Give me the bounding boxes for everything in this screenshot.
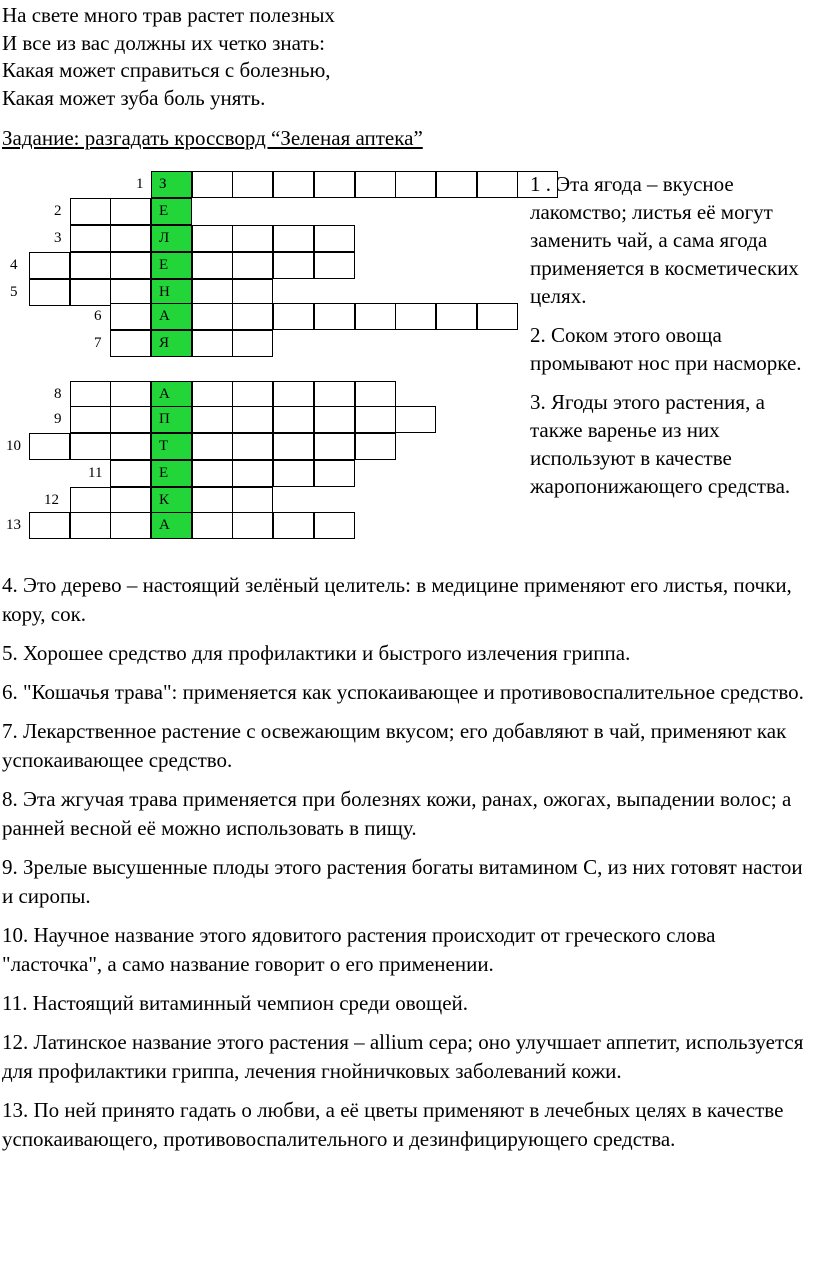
- answer-cell: [232, 252, 273, 279]
- answer-cell: [232, 330, 273, 357]
- answer-cell: [192, 433, 233, 460]
- answer-cell: [395, 171, 436, 198]
- key-letter-cell: Е: [151, 460, 192, 487]
- answer-cell: [436, 171, 477, 198]
- row-number: 10: [6, 438, 21, 454]
- answer-cell: [436, 303, 477, 330]
- answer-cell: [110, 381, 151, 408]
- answer-cell: [314, 460, 355, 487]
- poem-line: На свете много трав растет полезных: [2, 3, 335, 27]
- answer-cell: [273, 303, 314, 330]
- answer-cell: [232, 487, 273, 514]
- clue-13: 13. По ней принято гадать о любви, а её цветы применяют в лечебных целях в качестве успокаивающего, противовоспалительного и дезинфицирующего средства.: [2, 1098, 784, 1151]
- clue-6: 6. "Кошачья трава": применяется как успокаивающее и противовоспалительное средство.: [2, 680, 804, 704]
- key-letter-cell: К: [151, 487, 192, 514]
- side-clues: [530, 170, 816, 511]
- row-number: 13: [6, 517, 21, 533]
- answer-cell: [192, 171, 233, 198]
- answer-cell: [355, 303, 396, 330]
- clue-1: 1 . Эта ягода – вкусное лакомство; листья её могут заменить чай, а сама ягода применяется в косметических целях.: [530, 172, 799, 308]
- answer-cell: [395, 303, 436, 330]
- answer-cell: [70, 198, 111, 225]
- answer-cell: [273, 381, 314, 408]
- answer-cell: [70, 512, 111, 539]
- answer-cell: [273, 433, 314, 460]
- answer-cell: [232, 512, 273, 539]
- answer-cell: [70, 279, 111, 306]
- clue-8: 8. Эта жгучая трава применяется при болезнях кожи, ранах, ожогах, выпадении волос; а ранней весной её можно использовать в пищу.: [2, 787, 792, 840]
- answer-cell: [192, 406, 233, 433]
- key-letter-cell: А: [151, 512, 192, 539]
- answer-cell: [314, 303, 355, 330]
- answer-cell: [355, 433, 396, 460]
- answer-cell: [192, 303, 233, 330]
- clue-7: 7. Лекарственное растение с освежающим вкусом; его добавляют в чай, применяют как успокаивающее средство.: [2, 719, 787, 772]
- answer-cell: [232, 406, 273, 433]
- answer-cell: [70, 252, 111, 279]
- answer-cell: [29, 279, 70, 306]
- row-number: 11: [88, 465, 103, 481]
- answer-cell: [29, 252, 70, 279]
- clue-9: 9. Зрелые высушенные плоды этого растения богаты витамином С, из них готовят настои и сиропы.: [2, 855, 803, 908]
- row-number: 3: [54, 230, 62, 246]
- answer-cell: [395, 406, 436, 433]
- answer-cell: [232, 460, 273, 487]
- answer-cell: [355, 381, 396, 408]
- answer-cell: [192, 252, 233, 279]
- clue-3: 3. Ягоды этого растения, а также варенье из них используют в качестве жаропонижающего средства.: [530, 390, 791, 498]
- answer-cell: [355, 171, 396, 198]
- row-number: 9: [54, 411, 62, 427]
- answer-cell: [232, 279, 273, 306]
- answer-cell: [477, 171, 518, 198]
- poem-line: Какая может справиться с болезнью,: [2, 58, 331, 82]
- answer-cell: [110, 252, 151, 279]
- answer-cell: [110, 406, 151, 433]
- answer-cell: [192, 330, 233, 357]
- key-letter-cell: А: [151, 303, 192, 330]
- row-number: 4: [10, 257, 18, 273]
- answer-cell: [273, 460, 314, 487]
- key-letter-cell: А: [151, 381, 192, 408]
- answer-cell: [477, 303, 518, 330]
- clue-list: [2, 571, 816, 1164]
- key-letter-cell: Я: [151, 330, 192, 357]
- answer-cell: [110, 433, 151, 460]
- clue-10: 10. Научное название этого ядовитого растения происходит от греческого слова "ласточка", а само название говорит о его применении.: [2, 923, 716, 976]
- answer-cell: [314, 225, 355, 252]
- key-letter-cell: Н: [151, 279, 192, 306]
- answer-cell: [70, 406, 111, 433]
- poem-line: И все из вас должны их четко знать:: [2, 30, 325, 55]
- answer-cell: [110, 487, 151, 514]
- answer-cell: [110, 225, 151, 252]
- row-number: 1: [136, 176, 144, 192]
- answer-cell: [110, 279, 151, 306]
- answer-cell: [355, 406, 396, 433]
- poem-line: Какая может зуба боль унять.: [2, 85, 266, 110]
- answer-cell: [273, 512, 314, 539]
- task-title: Задание: разгадать кроссворд “Зеленая аптека”: [2, 126, 423, 150]
- answer-cell: [232, 225, 273, 252]
- answer-cell: [110, 198, 151, 225]
- answer-cell: [70, 381, 111, 408]
- answer-cell: [110, 330, 151, 357]
- answer-cell: [70, 225, 111, 252]
- row-number: 5: [10, 284, 18, 300]
- key-letter-cell: Е: [151, 198, 192, 225]
- answer-cell: [314, 433, 355, 460]
- answer-cell: [70, 487, 111, 514]
- answer-cell: [29, 433, 70, 460]
- answer-cell: [273, 225, 314, 252]
- answer-cell: [232, 303, 273, 330]
- answer-cell: [314, 512, 355, 539]
- answer-cell: [232, 381, 273, 408]
- answer-cell: [192, 512, 233, 539]
- key-letter-cell: Л: [151, 225, 192, 252]
- answer-cell: [232, 433, 273, 460]
- answer-cell: [314, 252, 355, 279]
- answer-cell: [192, 487, 233, 514]
- answer-cell: [192, 460, 233, 487]
- poem: [2, 2, 335, 112]
- row-number: 2: [54, 203, 62, 219]
- row-number: 7: [94, 335, 102, 351]
- answer-cell: [192, 381, 233, 408]
- answer-cell: [273, 406, 314, 433]
- answer-cell: [232, 171, 273, 198]
- row-number: 6: [94, 308, 102, 324]
- key-letter-cell: З: [151, 171, 192, 198]
- key-letter-cell: П: [151, 406, 192, 433]
- clue-2: 2. Соком этого овоща промывают нос при насморке.: [530, 323, 802, 375]
- answer-cell: [192, 225, 233, 252]
- answer-cell: [110, 303, 151, 330]
- answer-cell: [110, 460, 151, 487]
- answer-cell: [29, 512, 70, 539]
- answer-cell: [110, 512, 151, 539]
- answer-cell: [314, 406, 355, 433]
- answer-cell: [314, 171, 355, 198]
- clue-12: 12. Латинское название этого растения – allium cepa; оно улучшает аппетит, используется для профилактики гриппа, лечения гнойничковых заболеваний кожи.: [2, 1030, 804, 1083]
- key-letter-cell: Е: [151, 252, 192, 279]
- clue-11: 11. Настоящий витаминный чемпион среди овощей.: [2, 991, 469, 1015]
- answer-cell: [192, 279, 233, 306]
- row-number: 12: [44, 492, 59, 508]
- key-letter-cell: Т: [151, 433, 192, 460]
- clue-4: 4. Это дерево – настоящий зелёный целитель: в медицине применяют его листья, почки, кору, сок.: [2, 573, 792, 626]
- answer-cell: [314, 381, 355, 408]
- answer-cell: [273, 252, 314, 279]
- row-number: 8: [54, 386, 62, 402]
- clue-5: 5. Хорошее средство для профилактики и быстрого излечения гриппа.: [2, 641, 631, 665]
- answer-cell: [70, 433, 111, 460]
- answer-cell: [273, 171, 314, 198]
